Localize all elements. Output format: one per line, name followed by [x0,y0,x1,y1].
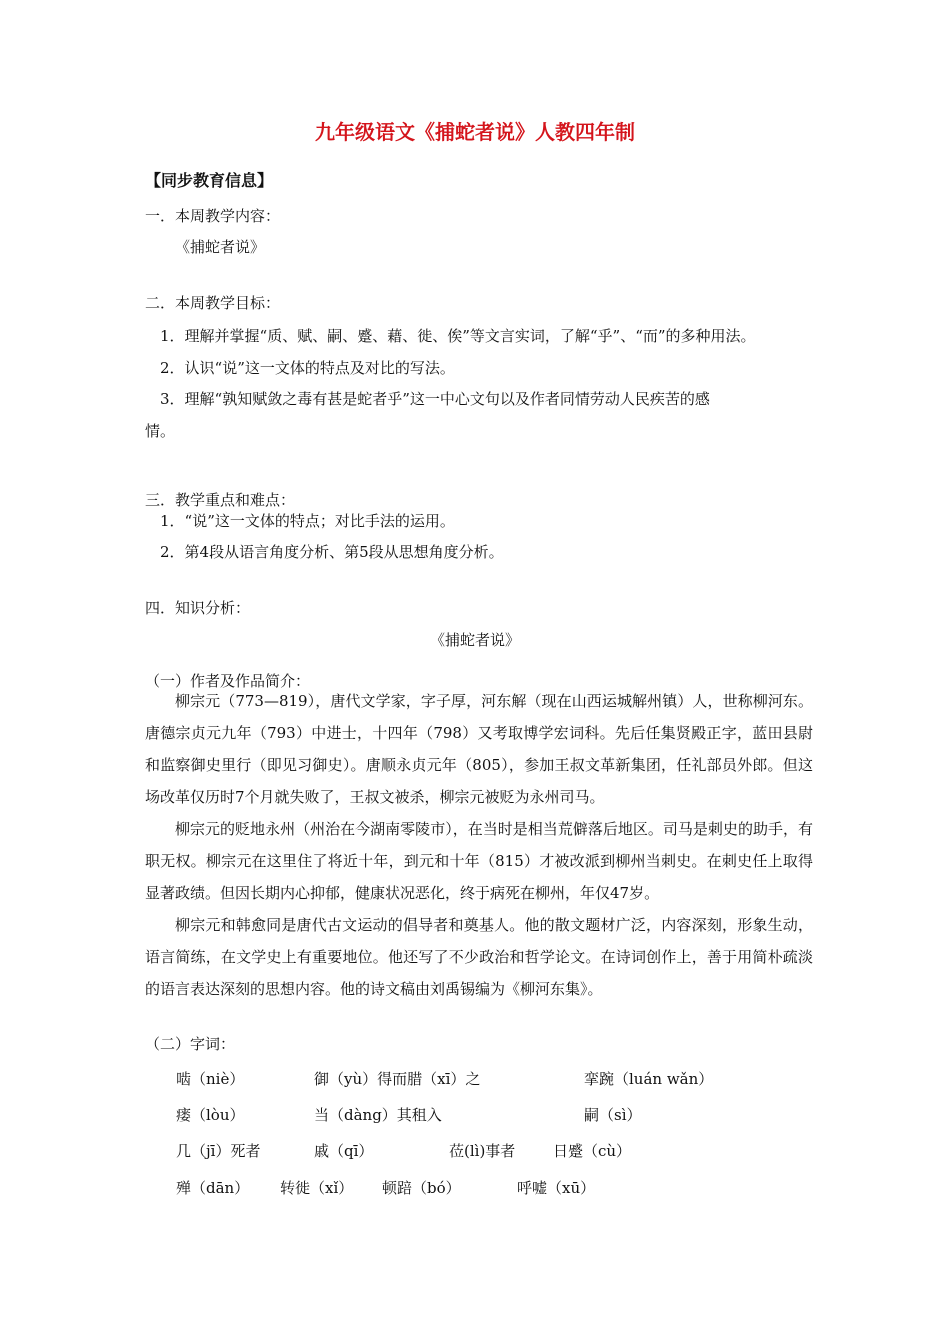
goal-item-3-cont: 情。 [145,422,176,440]
page-title: 九年级语文《捕蛇者说》人教四年制 [315,120,635,144]
key-item-2: 2．第4段从语言角度分析、第5段从思想角度分析。 [160,543,504,561]
section4-heading: 四．知识分析： [145,599,251,617]
subsection-vocab: （二）字词： [145,1035,236,1053]
vocab-item: 转徙（xǐ） [280,1179,354,1197]
vocab-item: 嗣（sì） [584,1106,642,1124]
section1-heading: 一．本周教学内容： [145,207,281,225]
goal-item-1: 1．理解并掌握“质、赋、嗣、蹙、藉、徙、俟”等文言实词，了解“乎”、“而”的多种用法。 [160,327,756,345]
vocab-item: 呼嘘（xū） [517,1179,596,1197]
vocab-item: 殚（dān） [176,1179,250,1197]
vocab-item: 莅(lì)事者 [449,1142,516,1160]
section1-content: 《捕蛇者说》 [175,238,266,256]
vocab-item: 日蹙（cù） [553,1142,632,1160]
author-paragraph-3: 柳宗元和韩愈同是唐代古文运动的倡导者和奠基人。他的散文题材广泛，内容深刻，形象生动，语言简练，在文学史上有重要地位。他还写了不少政治和哲学论文。在诗词创作上，善于用简朴疏淡的语言表达深刻的思想内容。他的诗文稿由刘禹锡编为《柳河东集》。 [145,916,813,998]
vocab-item: 几（jī）死者 [176,1142,261,1160]
vocab-item: 挛踠（luán wǎn） [584,1070,714,1088]
section3-heading: 三．教学重点和难点： [145,491,296,509]
vocab-item: 啮（niè） [176,1070,245,1088]
vocab-item: 顿踣（bó） [382,1179,461,1197]
section-header-info: 【同步教育信息】 [145,171,274,190]
vocab-item: 当（dàng）其租入 [314,1106,442,1124]
section2-heading: 二．本周教学目标： [145,294,281,312]
author-paragraph-1: 柳宗元（773—819），唐代文学家，字子厚，河东解（现在山西运城解州镇）人，世称柳河东。唐德宗贞元九年（793）中进士，十四年（798）又考取博学宏词科。先后任集贤殿正字，蓝田县尉和监察御史里行（即见习御史）。唐顺永贞元年（805），参加王叔文革新集团，任礼部员外郎。但这场改革仅历时7个月就失败了，王叔文被杀，柳宗元被贬为永州司马。 [145,692,813,806]
goal-item-2: 2．认识“说”这一文体的特点及对比的写法。 [160,359,455,377]
vocab-item: 御（yù）得而腊（xī）之 [314,1070,481,1088]
goal-item-3: 3．理解“孰知赋敛之毒有甚是蛇者乎”这一中心文句以及作者同情劳动人民疾苦的感 [160,390,710,408]
vocab-item: 戚（qī） [314,1142,374,1160]
analysis-title: 《捕蛇者说》 [429,631,520,649]
subsection-author: （一）作者及作品简介： [145,672,311,690]
key-item-1: 1．“说”这一文体的特点；对比手法的运用。 [160,512,455,530]
author-paragraph-2: 柳宗元的贬地永州（州治在今湖南零陵市），在当时是相当荒僻落后地区。司马是刺史的助手，有职无权。柳宗元在这里住了将近十年，到元和十年（815）才被改派到柳州当刺史。在刺史任上取得显著政绩。但因长期内心抑郁，健康状况恶化，终于病死在柳州，年仅47岁。 [145,820,813,902]
vocab-item: 瘘（lòu） [176,1106,245,1124]
